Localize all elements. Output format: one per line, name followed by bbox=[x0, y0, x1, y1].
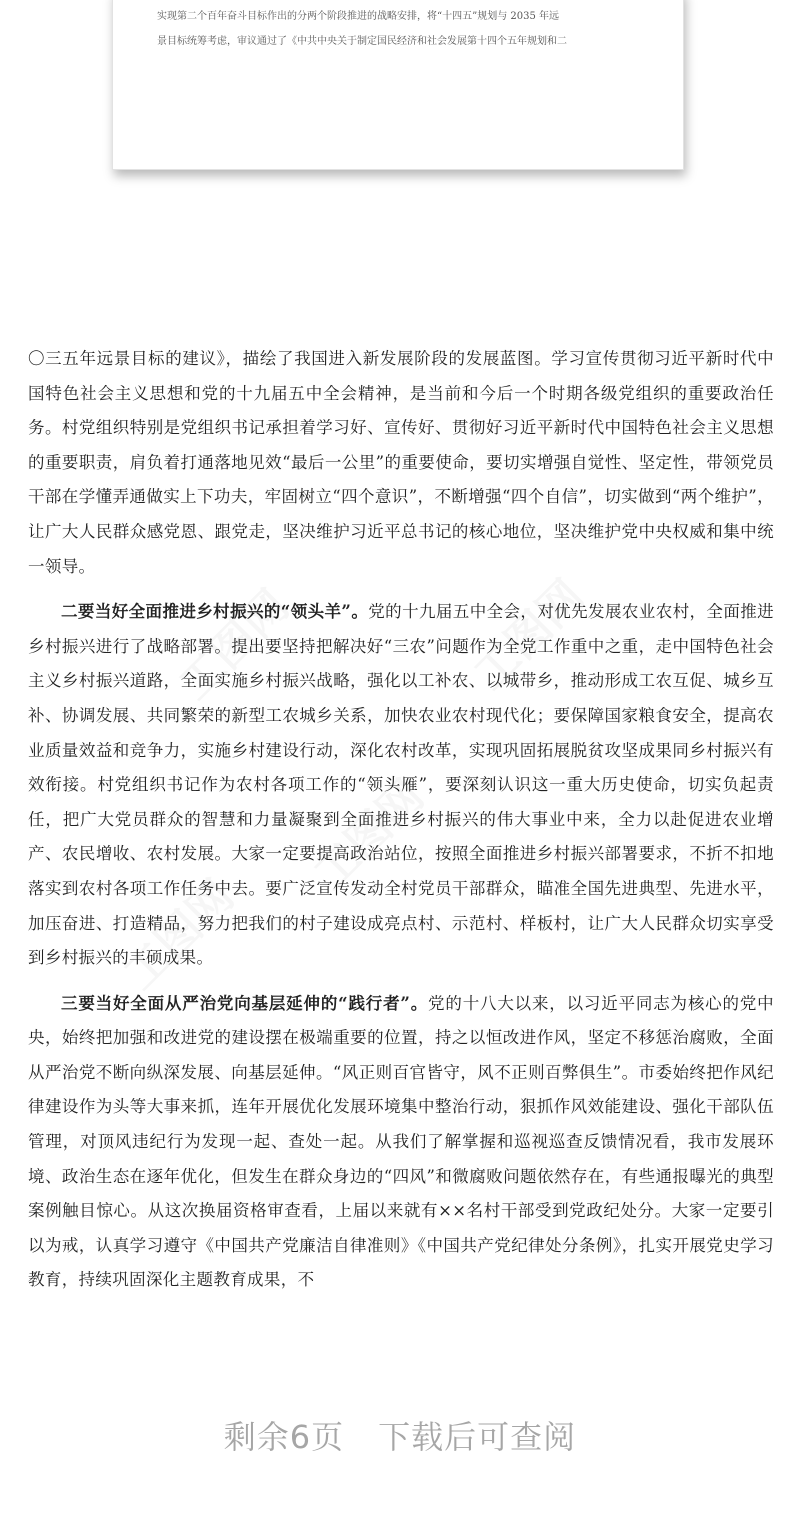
paragraph-3-heading: 三要当好全面从严治党向基层延伸的“践行者”。 bbox=[61, 993, 429, 1013]
download-to-view-label: 下载后可查阅 bbox=[378, 1418, 577, 1456]
previous-page-preview bbox=[112, 0, 684, 170]
preview-line: 实现第二个百年奋斗目标作出的分两个阶段推进的战略安排，将“十四五”规划与 2035 年远 bbox=[157, 11, 560, 22]
paragraph-1: 〇三五年远景目标的建议》，描绘了我国进入新发展阶段的发展蓝图。学习宣传贯彻习近平新时代中国特色社会主义思想和党的十九届五中全会精神，是当前和今后一个时期各级党组织的重要政治任务。村党组织特别是党组织书记承担着学习好、宣传好、贯彻好习近平新时代中国特色社会主义思想的重要职责，肩负着打通落地见效“最后一公里”的重要使命，要切实增强自觉性、坚定性，带领党员干部在学懂弄通做实上下功夫，牢固树立“四个意识”，不断增强“四个自信”，切实做到“两个维护”，让广大人民群众感党恩、跟党走，坚决维护习近平总书记的核心地位，坚决维护党中央权威和集中统一领导。 bbox=[28, 349, 774, 576]
download-prompt[interactable] bbox=[0, 1412, 800, 1458]
document-body bbox=[28, 342, 774, 1309]
remaining-pages-label: 剩余6页 bbox=[223, 1418, 345, 1456]
paragraph-2-text: 党的十九届五中全会，对优先发展农业农村，全面推进乡村振兴进行了战略部署。提出要坚持把解决好“三农”问题作为全党工作重中之重，走中国特色社会主义乡村振兴道路，全面实施乡村振兴战略，强化以工补农、以城带乡，推动形成工农互促、城乡互补、协调发展、共同繁荣的新型工农城乡关系，加快农业农村现代化；要保障国家粮食安全，提高农业质量效益和竞争力，实施乡村建设行动，深化农村改革，实现巩固拓展脱贫攻坚成果同乡村振兴有效衔接。村党组织书记作为农村各项工作的“领头雁”，要深刻认识这一重大历史使命，切实负起责任，把广大党员群众的智慧和力量凝聚到全面推进乡村振兴的伟大事业中来，全力以赴促进农业增产、农民增收、农村发展。大家一定要提高政治站位，按照全面推进乡村振兴部署要求，不折不扣地落实到农村各项工作任务中去。要广泛宣传发动全村党员干部群众，瞄准全国先进典型、先进水平，加压奋进、打造精品，努力把我们的村子建设成亮点村、示范村、样板村，让广大人民群众切实享受到乡村振兴的丰硕成果。 bbox=[28, 602, 774, 968]
paragraph-2 bbox=[28, 595, 774, 976]
paragraph-3 bbox=[28, 987, 774, 1298]
paragraph-2-heading: 二要当好全面推进乡村振兴的“领头羊”。 bbox=[61, 602, 369, 622]
preview-line: 景目标统筹考虑，审议通过了《中共中央关于制定国民经济和社会发展第十四个五年规划和二 bbox=[157, 36, 567, 47]
paragraph-3-text: 党的十八大以来，以习近平同志为核心的党中央，始终把加强和改进党的建设摆在极端重要的位置，持之以恒改进作风，坚定不移惩治腐败，全面从严治党不断向纵深发展、向基层延伸。“风正则百官皆守，风不正则百弊俱生”。市委始终把作风纪律建设作为头等大事来抓，连年开展优化发展环境集中整治行动，狠抓作风效能建设、强化干部队伍管理，对顶风违纪行为发现一起、查处一起。从我们了解掌握和巡视巡查反馈情况看，我市发展环境、政治生态在逐年优化，但发生在群众身边的“四风”和微腐败问题依然存在，有些通报曝光的典型案例触目惊心。从这次换届资格审查看，上届以来就有××名村干部受到党政纪处分。大家一定要引以为戒，认真学习遵守《中国共产党廉洁自律准则》《中国共产党纪律处分条例》，扎实开展党史学习教育，持续巩固深化主题教育成果，不 bbox=[28, 993, 774, 1290]
